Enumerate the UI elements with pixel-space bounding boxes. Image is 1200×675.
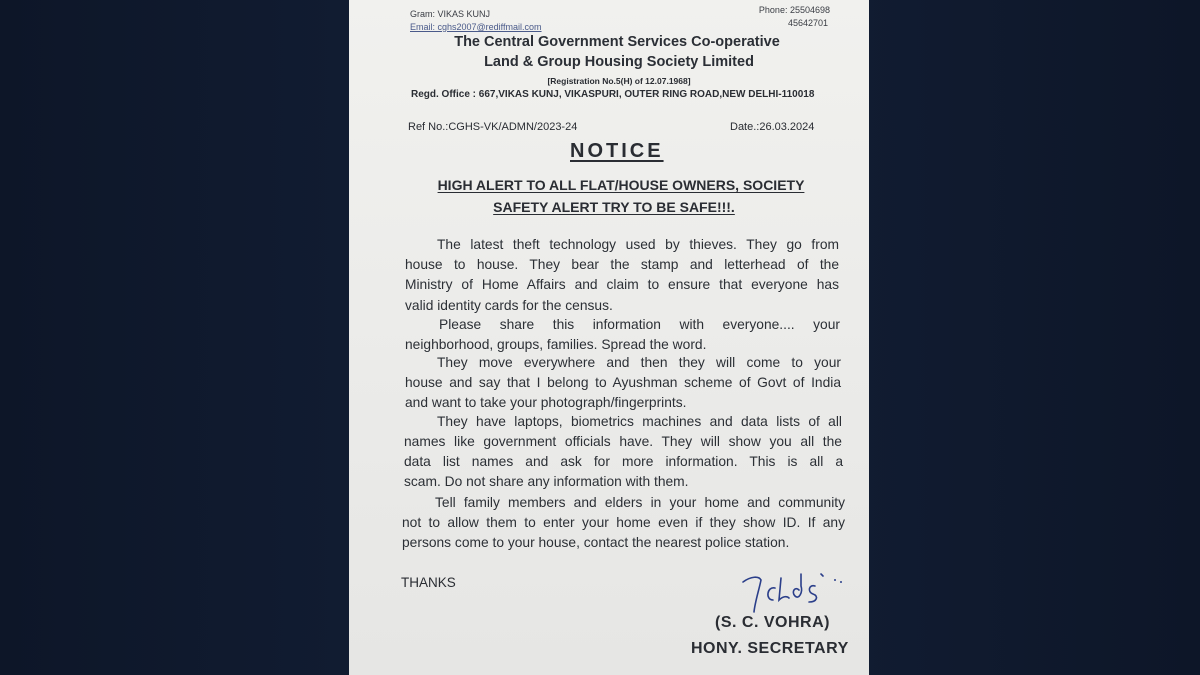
signatory-title: HONY. SECRETARY xyxy=(691,640,849,657)
society-name-line1: The Central Government Services Co-operative xyxy=(454,34,780,50)
alert-heading-line2: SAFETY ALERT TRY TO BE SAFE!!!. xyxy=(493,199,735,215)
body-line-10: They have laptops, biometrics machines and data lists of all xyxy=(437,414,842,429)
registration-number: [Registration No.5(H) of 12.07.1968] xyxy=(547,76,691,86)
notice-date: Date.:26.03.2024 xyxy=(730,121,815,133)
body-line-7: They move everywhere and then they will come to your xyxy=(437,355,841,370)
signatory-name: (S. C. VOHRA) xyxy=(715,614,830,631)
phone-number-2: 45642701 xyxy=(787,18,828,28)
notice-document xyxy=(349,0,869,675)
notice-title: NOTICE xyxy=(570,140,664,162)
society-name-line2: Land & Group Housing Society Limited xyxy=(484,54,754,70)
body-line-4: valid identity cards for the census. xyxy=(405,298,613,313)
phone-number: Phone: 25504698 xyxy=(758,5,830,15)
body-line-3: Ministry of Home Affairs and claim to ensure that everyone has xyxy=(405,277,839,292)
email-address: Email: cghs2007@rediffmail.com xyxy=(410,22,542,32)
body-line-11: names like government officials have. They will show you all the xyxy=(404,434,842,449)
alert-heading-line1: HIGH ALERT TO ALL FLAT/HOUSE OWNERS, SOCIETY xyxy=(437,177,805,193)
body-line-6: neighborhood, groups, families. Spread the word. xyxy=(405,337,707,352)
body-line-8: house and say that I belong to Ayushman scheme of Govt of India xyxy=(405,375,841,390)
reference-number: Ref No.:CGHS-VK/ADMN/2023-24 xyxy=(408,121,578,133)
gram-address: Gram: VIKAS KUNJ xyxy=(410,9,491,19)
body-line-5: Please share this information with everyone.... your xyxy=(439,317,840,332)
body-line-15: not to allow them to enter your home even if they show ID. If any xyxy=(402,515,845,530)
body-line-13: scam. Do not share any information with them. xyxy=(404,474,689,489)
handwritten-signature xyxy=(737,566,849,618)
body-line-2: house to house. They bear the stamp and letterhead of the xyxy=(405,257,839,272)
body-line-9: and want to take your photograph/fingerprints. xyxy=(405,395,687,410)
thanks-text: THANKS xyxy=(401,575,456,590)
body-line-12: data list names and ask for more information. This is all a xyxy=(404,454,843,469)
body-line-16: persons come to your house, contact the nearest police station. xyxy=(402,535,790,550)
body-line-1: The latest theft technology used by thieves. They go from xyxy=(437,237,839,252)
body-line-14: Tell family members and elders in your home and community xyxy=(435,495,845,510)
registered-office: Regd. Office : 667,VIKAS KUNJ, VIKASPURI, OUTER RING ROAD,NEW DELHI-110018 xyxy=(411,89,815,100)
